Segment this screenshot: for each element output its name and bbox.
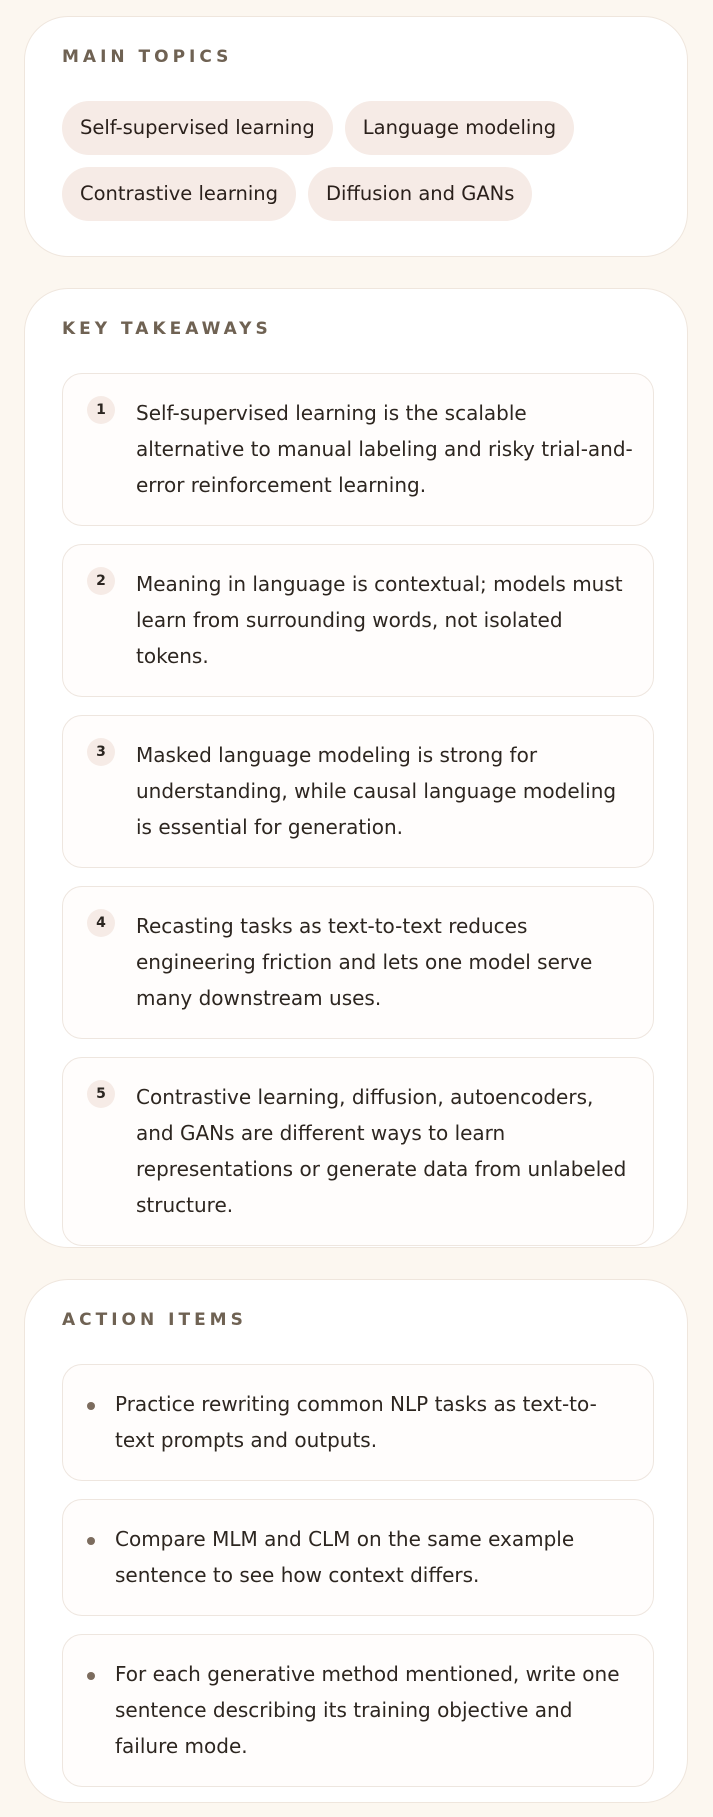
takeaway-text: Recasting tasks as text-to-text reduces engineering friction and lets one model serve many downstream uses.	[136, 914, 593, 1010]
topic-chip[interactable]: Language modeling	[345, 101, 574, 155]
takeaway-number-badge: 3	[87, 738, 115, 766]
takeaway-item	[62, 1057, 654, 1246]
takeaway-item	[62, 544, 654, 697]
action-items-heading: ACTION ITEMS	[62, 1310, 247, 1330]
action-item-text: Practice rewriting common NLP tasks as text-to-text prompts and outputs.	[115, 1392, 597, 1452]
topic-chip-list	[62, 101, 652, 221]
takeaway-text: Masked language modeling is strong for understanding, while causal language modeling is essential for generation.	[136, 743, 617, 839]
takeaway-text: Contrastive learning, diffusion, autoencoders, and GANs are different ways to learn representations or generate data from unlabeled structure.	[136, 1085, 627, 1217]
takeaway-number-badge: 2	[87, 567, 115, 595]
takeaway-item	[62, 715, 654, 868]
main-topics-card	[24, 16, 688, 257]
action-items-card	[24, 1279, 688, 1803]
topic-chip[interactable]: Self-supervised learning	[62, 101, 333, 155]
action-item	[62, 1634, 654, 1787]
main-topics-heading: MAIN TOPICS	[62, 47, 233, 67]
takeaway-text: Self-supervised learning is the scalable alternative to manual labeling and risky trial-and-error reinforcement learning.	[136, 401, 633, 497]
bullet-dot-icon	[87, 1402, 95, 1410]
action-item	[62, 1499, 654, 1616]
takeaway-item	[62, 373, 654, 526]
topic-chip[interactable]: Diffusion and GANs	[308, 167, 532, 221]
action-item-text: Compare MLM and CLM on the same example sentence to see how context differs.	[115, 1527, 575, 1587]
takeaway-list	[62, 373, 654, 1264]
action-item	[62, 1364, 654, 1481]
topic-chip[interactable]: Contrastive learning	[62, 167, 296, 221]
action-item-list	[62, 1364, 654, 1805]
bullet-dot-icon	[87, 1672, 95, 1680]
bullet-dot-icon	[87, 1537, 95, 1545]
takeaway-item	[62, 886, 654, 1039]
takeaway-number-badge: 4	[87, 909, 115, 937]
key-takeaways-heading: KEY TAKEAWAYS	[62, 319, 272, 339]
action-item-text: For each generative method mentioned, write one sentence describing its training objective and failure mode.	[115, 1662, 620, 1758]
takeaway-number-badge: 5	[87, 1080, 115, 1108]
key-takeaways-card	[24, 288, 688, 1248]
takeaway-number-badge: 1	[87, 396, 115, 424]
takeaway-text: Meaning in language is contextual; models must learn from surrounding words, not isolated tokens.	[136, 572, 623, 668]
